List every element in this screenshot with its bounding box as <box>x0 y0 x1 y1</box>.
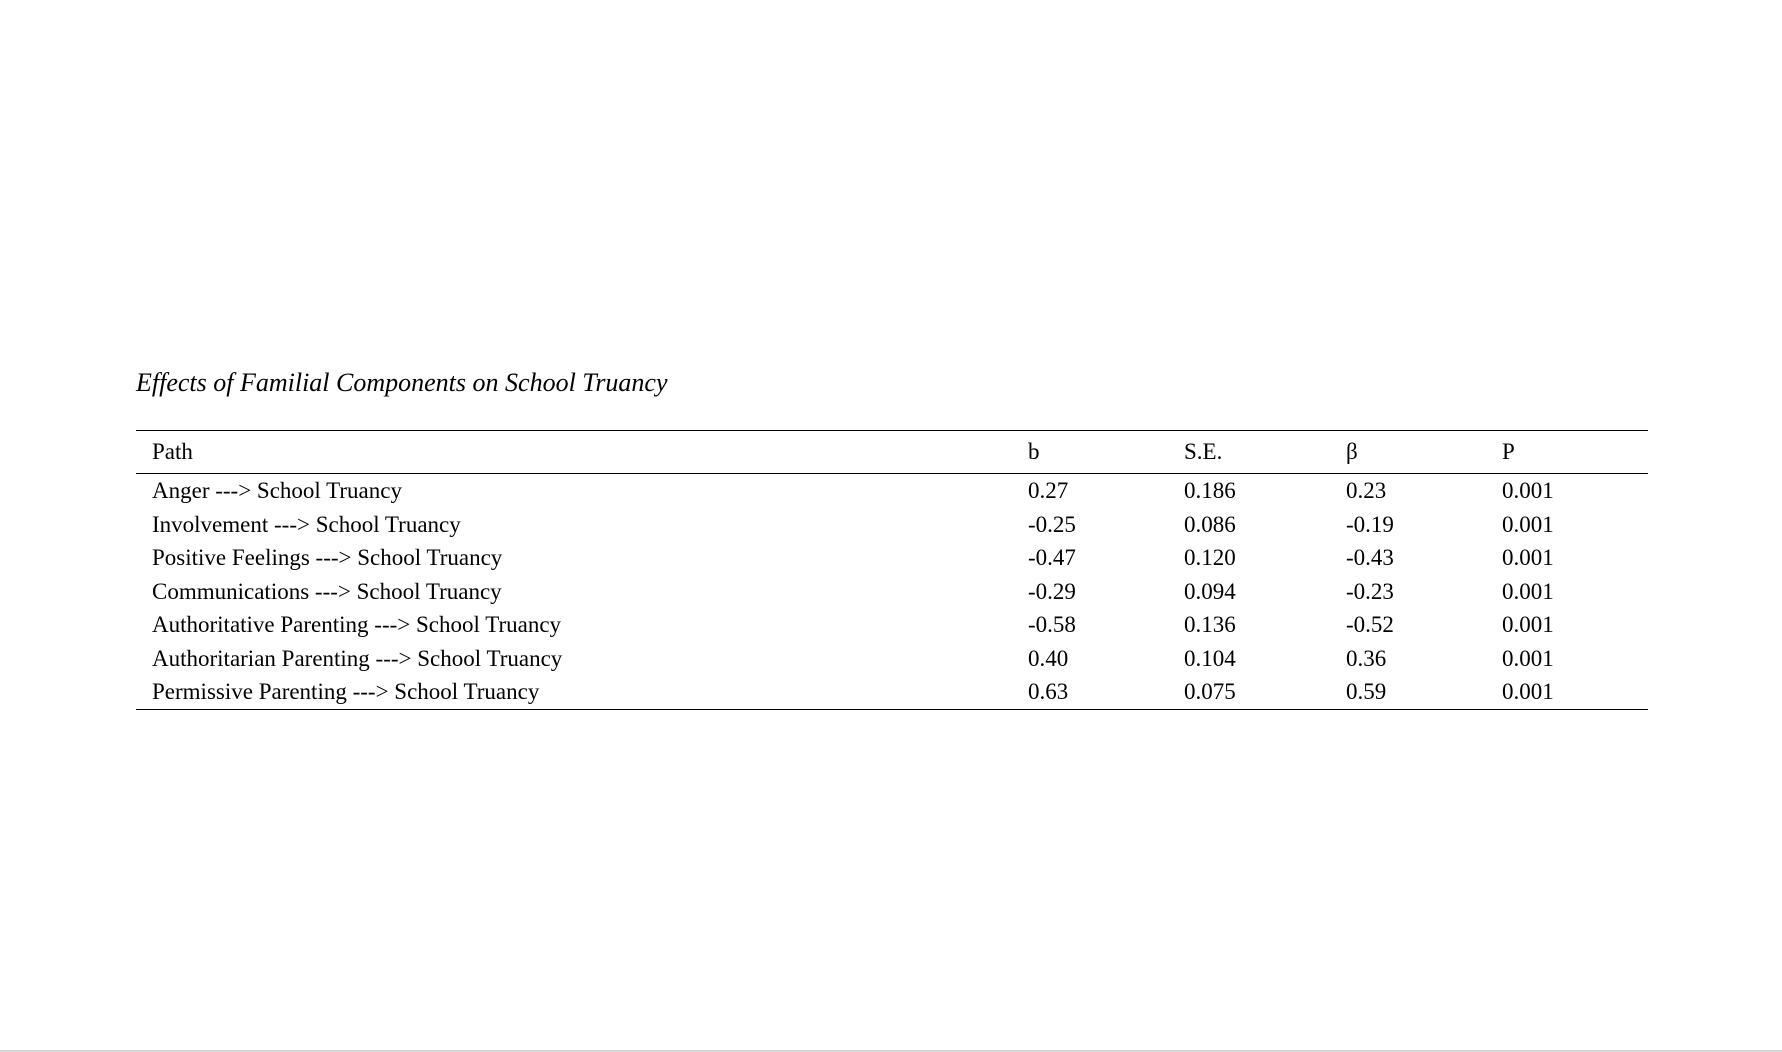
table-row <box>136 575 1648 609</box>
header-se: S.E. <box>1184 439 1223 464</box>
table-row <box>136 642 1648 676</box>
cell-path: Authoritarian Parenting ---> School Truancy <box>152 645 563 671</box>
cell-se: 0.075 <box>1184 679 1236 704</box>
cell-se: 0.086 <box>1184 511 1236 537</box>
cell-se: 0.104 <box>1184 645 1236 671</box>
cell-beta: 0.23 <box>1346 478 1387 503</box>
table-row <box>136 608 1648 642</box>
cell-se: 0.186 <box>1184 478 1236 503</box>
table-row <box>136 508 1648 542</box>
cell-p: 0.001 <box>1502 478 1554 503</box>
header-p: P <box>1502 439 1515 464</box>
cell-path: Communications ---> School Truancy <box>152 578 502 604</box>
cell-b: 0.63 <box>1028 679 1069 704</box>
table-row <box>136 675 1648 709</box>
header-beta: β <box>1346 439 1358 464</box>
cell-beta: 0.36 <box>1346 645 1387 671</box>
cell-se: 0.094 <box>1184 578 1236 604</box>
cell-p: 0.001 <box>1502 645 1554 671</box>
results-table <box>136 430 1648 710</box>
cell-b: -0.58 <box>1028 612 1076 637</box>
table-header <box>136 431 1648 474</box>
cell-beta: -0.43 <box>1346 545 1394 570</box>
cell-path: Anger ---> School Truancy <box>152 478 402 503</box>
cell-p: 0.001 <box>1502 578 1554 604</box>
cell-path: Positive Feelings ---> School Truancy <box>152 545 503 570</box>
cell-se: 0.136 <box>1184 612 1236 637</box>
cell-path: Authoritative Parenting ---> School Truancy <box>152 612 562 637</box>
cell-b: 0.40 <box>1028 645 1069 671</box>
cell-beta: -0.19 <box>1346 511 1394 537</box>
cell-b: -0.25 <box>1028 511 1076 537</box>
cell-b: -0.47 <box>1028 545 1076 570</box>
header-row <box>136 431 1648 474</box>
table-row <box>136 474 1648 508</box>
table-caption: Effects of Familial Components on School Truancy <box>136 368 668 397</box>
cell-se: 0.120 <box>1184 545 1236 570</box>
cell-beta: -0.23 <box>1346 578 1394 604</box>
header-path: Path <box>152 439 193 464</box>
cell-b: -0.29 <box>1028 578 1076 604</box>
cell-path: Involvement ---> School Truancy <box>152 511 461 537</box>
cell-p: 0.001 <box>1502 545 1554 570</box>
cell-beta: 0.59 <box>1346 679 1387 704</box>
cell-path: Permissive Parenting ---> School Truancy <box>152 679 540 704</box>
cell-p: 0.001 <box>1502 679 1554 704</box>
table-row <box>136 541 1648 575</box>
header-b: b <box>1028 439 1040 464</box>
cell-b: 0.27 <box>1028 478 1069 503</box>
cell-p: 0.001 <box>1502 511 1554 537</box>
cell-beta: -0.52 <box>1346 612 1394 637</box>
table-body <box>136 474 1648 710</box>
cell-p: 0.001 <box>1502 612 1554 637</box>
